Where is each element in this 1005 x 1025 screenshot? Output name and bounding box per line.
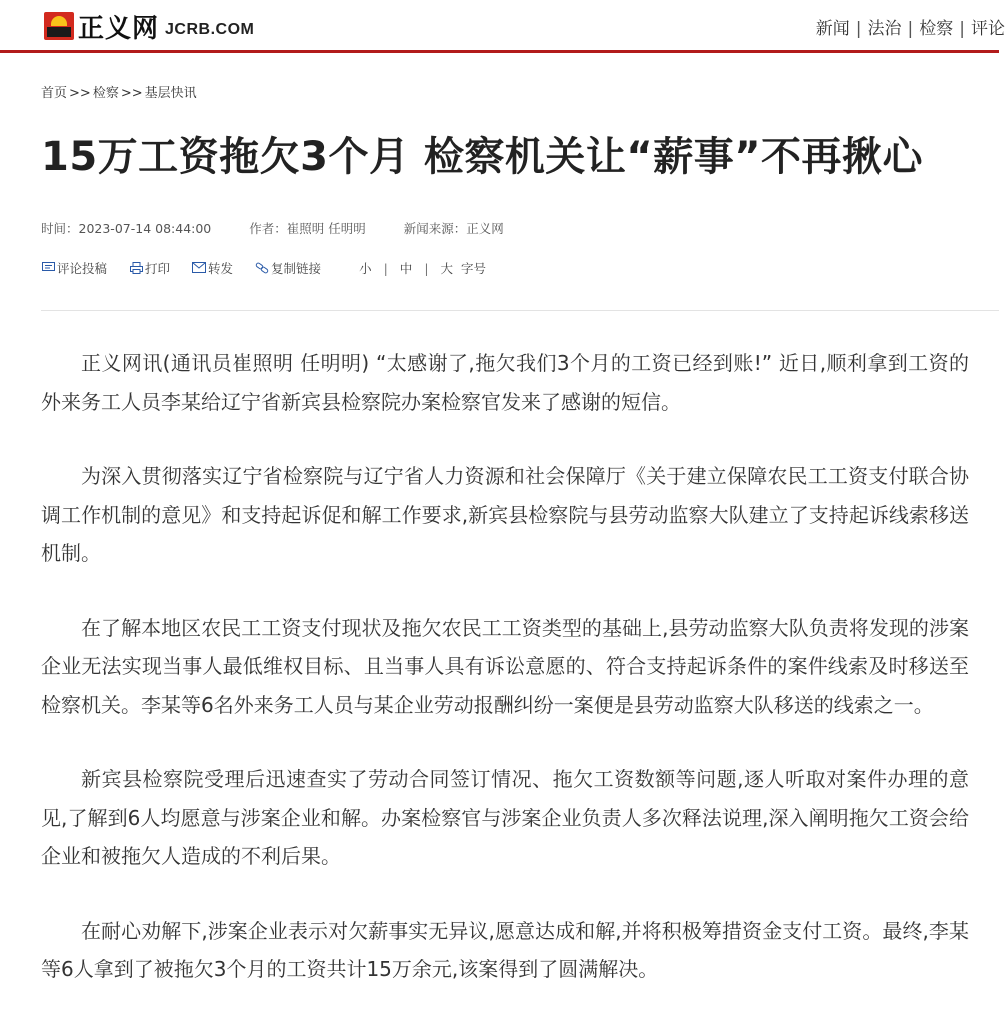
copy-link-button[interactable]: [255, 259, 321, 277]
paragraph: 正义网讯(通讯员崔照明 任明明) “太感谢了,拖欠我们3个月的工资已经到账!” 近日,顺利拿到工资的外来务工人员李某给辽宁省新宾县检察院办案检察官发来了感谢的短信。: [41, 351, 969, 414]
comment-button[interactable]: [41, 259, 107, 277]
content-divider: [41, 310, 999, 311]
forward-button[interactable]: [192, 259, 233, 277]
forward-label: 转发: [208, 261, 234, 276]
print-button[interactable]: [129, 259, 170, 277]
font-large-button[interactable]: 大: [440, 261, 454, 276]
paragraph: 为深入贯彻落实辽宁省检察院与辽宁省人力资源和社会保障厅《关于建立保障农民工工资支付联合协调工作机制的意见》和支持起诉促和解工作要求,新宾县检察院与县劳动监察大队建立了支持起诉线索移送机制。: [41, 464, 969, 565]
nav-news[interactable]: 新闻: [815, 19, 850, 39]
article-meta: [41, 219, 538, 237]
article-toolbar: [41, 259, 486, 277]
news-source: 新闻来源：正义网: [403, 221, 504, 236]
breadcrumb-home[interactable]: 首页: [41, 86, 68, 101]
site-header: [0, 0, 1005, 52]
header-divider: [0, 50, 999, 53]
article-author: 作者：崔照明 任明明: [249, 221, 366, 236]
print-label: 打印: [145, 261, 171, 276]
publish-time: 时间：2023-07-14 08:44:00: [41, 221, 212, 236]
comment-icon: [41, 262, 55, 274]
top-nav: 新闻 | 法治 | 检察 | 评论: [815, 19, 1005, 39]
print-icon: [129, 262, 143, 274]
font-medium-button[interactable]: 中: [399, 261, 413, 276]
nav-procuratorate[interactable]: 检察: [919, 19, 954, 39]
font-small-button[interactable]: 小: [359, 261, 372, 276]
link-icon: [255, 262, 269, 274]
paragraph: 在耐心劝解下,涉案企业表示对欠薪事实无异议,愿意达成和解,并将积极筹措资金支付工资。最终,李某等6人拿到了被拖欠3个月的工资共计15万余元,该案得到了圆满解决。: [41, 918, 969, 981]
logo-domain: JCRB.COM: [165, 21, 255, 38]
article-title: 15万工资拖欠3个月 检察机关让“薪事”不再揪心: [41, 134, 923, 180]
site-logo[interactable]: [44, 9, 254, 43]
logo-text: 正义网: [78, 13, 160, 44]
copy-link-label: 复制链接: [271, 261, 322, 276]
article-body: [41, 344, 969, 1025]
nav-commentary[interactable]: 评论: [971, 19, 1005, 39]
logo-icon: [44, 10, 76, 42]
breadcrumb-procuratorate[interactable]: 检察: [92, 86, 119, 101]
paragraph: 在了解本地区农民工工资支付现状及拖欠农民工工资类型的基础上,县劳动监察大队负责将发现的涉案企业无法实现当事人最低维权目标、且当事人具有诉讼意愿的、符合支持起诉条件的案件线索及时移送至检察机关。李某等6名外来务工人员与某企业劳动报酬纠纷一案便是县劳动监察大队移送的线索之一。: [41, 615, 969, 717]
font-size-label: 字号: [461, 261, 487, 276]
mail-icon: [192, 262, 206, 274]
comment-label: 评论投稿: [57, 261, 108, 276]
breadcrumb-local-news[interactable]: 基层快讯: [144, 86, 197, 101]
paragraph: 新宾县检察院受理后迅速查实了劳动合同签订情况、拖欠工资数额等问题,逐人听取对案件办理的意见,了解到6人均愿意与涉案企业和解。办案检察官与涉案企业负责人多次释法说理,深入阐明拖欠工资会给企业和被拖欠人造成的不利后果。: [41, 767, 969, 868]
font-size-control: 小 | 中 | 大 字号: [359, 261, 487, 276]
breadcrumb: 首页 >> 检察 >> 基层快讯: [41, 86, 197, 101]
nav-law[interactable]: 法治: [867, 19, 902, 39]
